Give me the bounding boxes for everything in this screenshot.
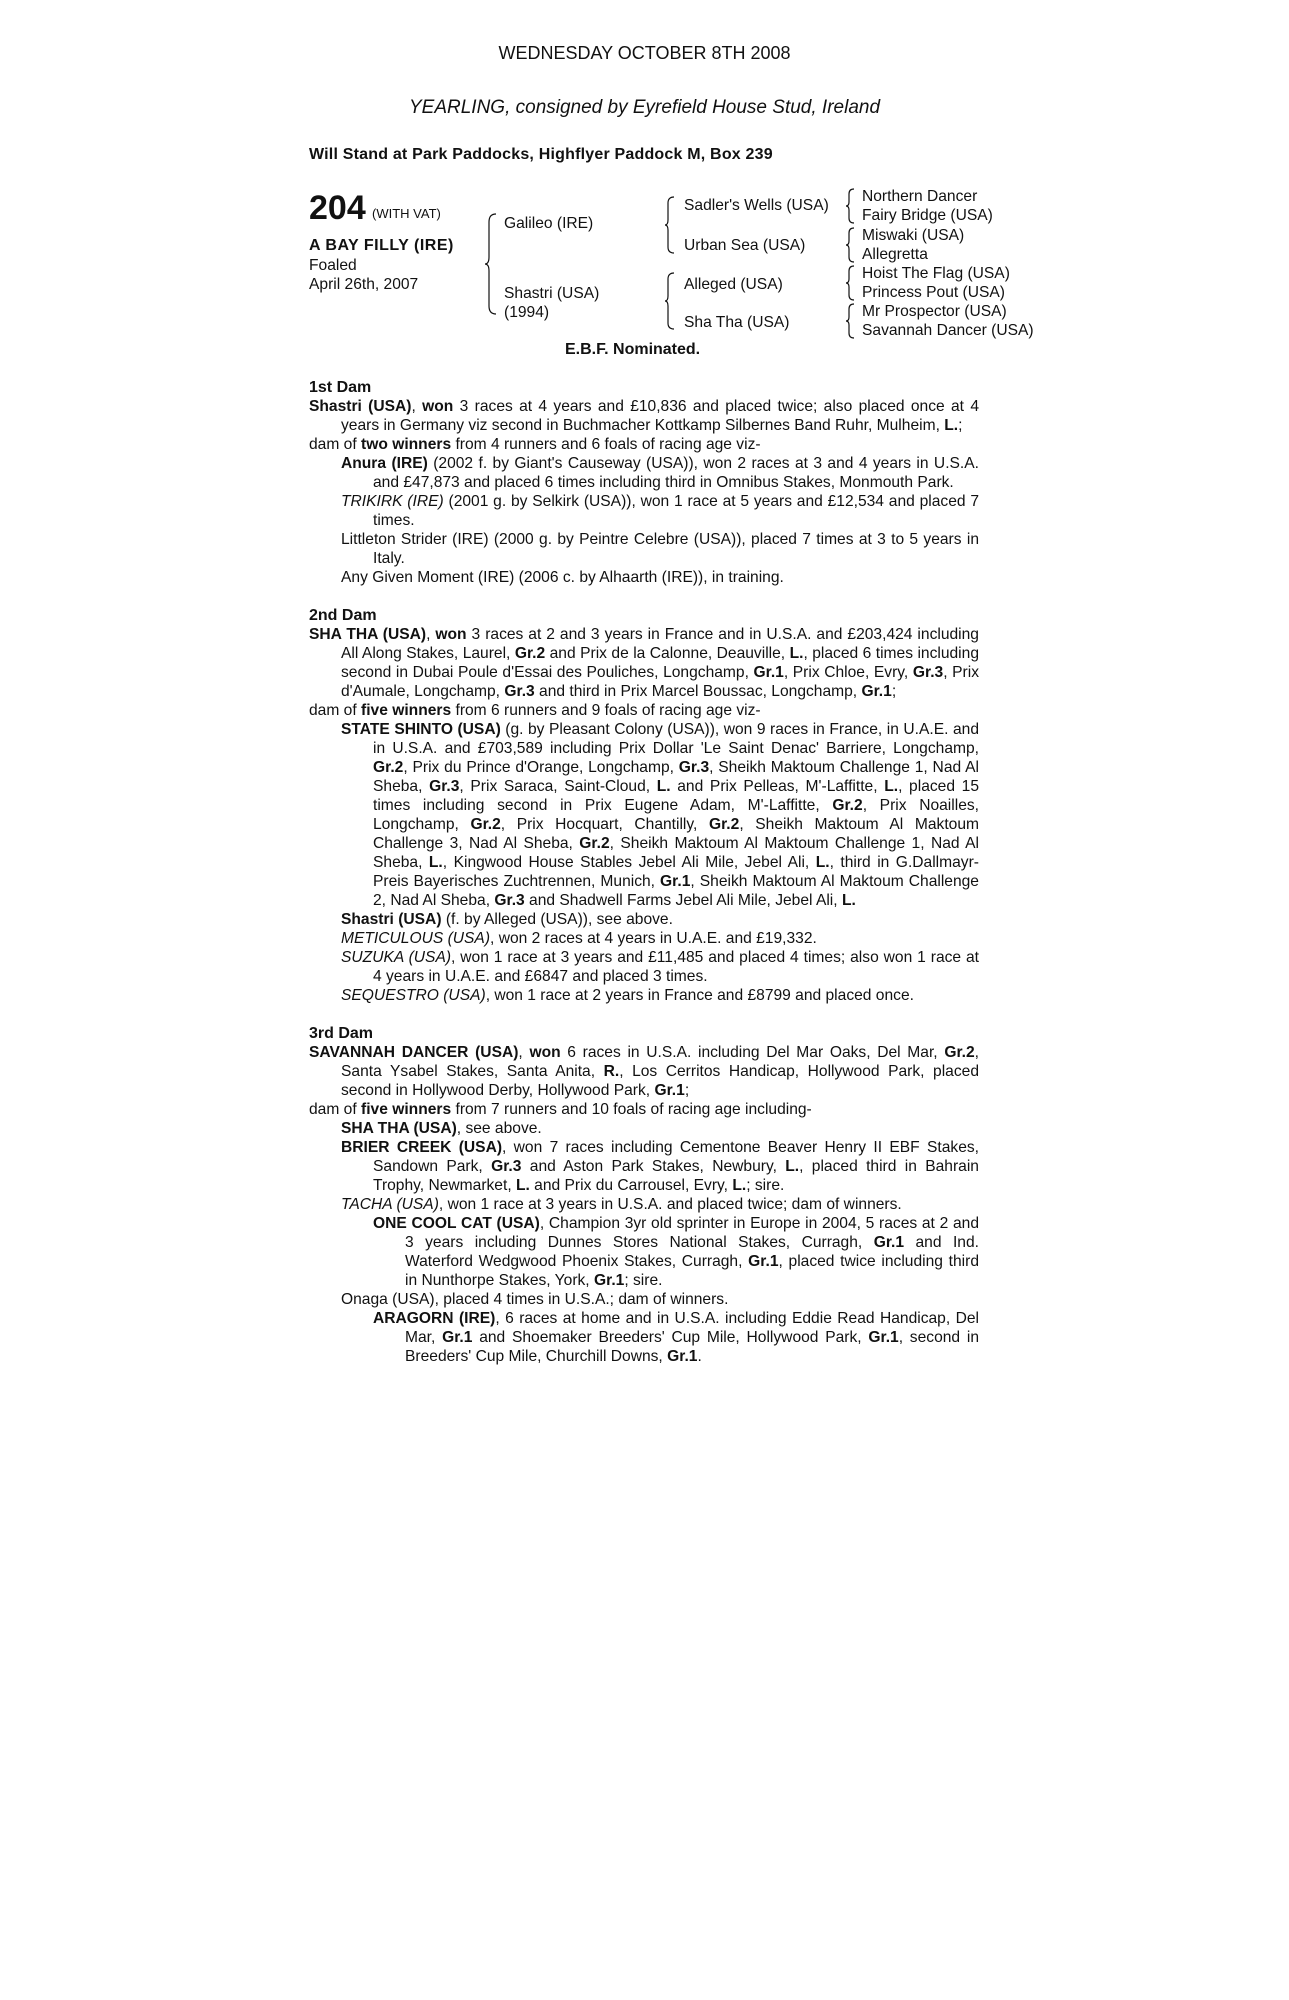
bold-run: L. (815, 854, 830, 871)
bold-run: SHA THA (USA) (341, 1120, 457, 1137)
bold-run: five winners (361, 1101, 452, 1118)
bold-run: Gr.2 (944, 1044, 975, 1061)
bold-run: L. (732, 1177, 747, 1194)
third-dam-heading: 3rd Dam (309, 1025, 374, 1042)
pedigree-g3-3: Miswaki (USA) (862, 227, 965, 244)
bold-run: ARAGORN (IRE) (373, 1310, 496, 1327)
italic-run: TRIKIRK (IRE) (341, 493, 444, 510)
bold-run: R. (603, 1063, 620, 1080)
vat-note: (WITH VAT) (372, 206, 441, 221)
bold-run: won (435, 626, 467, 643)
bold-run: Gr.3 (678, 759, 710, 776)
produce-entry: Anura (IRE) (2002 f. by Giant's Causeway (USA)), won 2 races at 3 and 4 years in U.S.A. and £47,873 and placed 6 times including third in Omnibus Stakes, Monmouth Park. (341, 455, 979, 491)
pedigree-dam: Shastri (USA) (504, 285, 600, 302)
produce-entry: Littleton Strider (IRE) (2000 g. by Peintre Celebre (USA)), placed 7 times at 3 to 5 years in Italy. (341, 531, 979, 567)
pedigree-dam-dam: Sha Tha (USA) (684, 314, 790, 331)
italic-run: SEQUESTRO (USA) (341, 987, 486, 1004)
bold-run: Gr.2 (373, 759, 404, 776)
bold-run: L. (656, 778, 671, 795)
bold-run: Gr.3 (491, 1158, 522, 1175)
produce-entry: METICULOUS (USA), won 2 races at 4 years in U.A.E. and £19,332. (341, 930, 817, 947)
pedigree-g3-4: Allegretta (862, 246, 928, 263)
produce-entry: TRIKIRK (IRE) (2001 g. by Selkirk (USA)), won 1 race at 5 years and £12,534 and placed 7 times. (341, 493, 980, 529)
pedigree-sire-dam: Urban Sea (USA) (684, 237, 806, 254)
bold-run: Anura (IRE) (341, 455, 428, 472)
bold-run: L. (841, 892, 856, 909)
bold-run: Gr.2 (708, 816, 740, 833)
bold-run: won (529, 1044, 561, 1061)
bold-run: Gr.1 (861, 683, 892, 700)
first-dam-produce-intro: dam of two winners from 4 runners and 6 foals of racing age viz- (309, 436, 761, 453)
bold-run: Gr.2 (832, 797, 863, 814)
sale-date: WEDNESDAY OCTOBER 8TH 2008 (498, 43, 791, 63)
first-dam-heading: 1st Dam (309, 379, 372, 396)
pedigree-sire: Galileo (IRE) (504, 215, 594, 232)
pedigree-sire-sire: Sadler's Wells (USA) (684, 197, 829, 214)
bold-run: Gr.1 (660, 873, 691, 890)
produce-entry: TACHA (USA), won 1 race at 3 years in U.S.A. and placed twice; dam of winners. (341, 1196, 902, 1213)
pedigree-g3-6: Princess Pout (USA) (862, 284, 1005, 301)
third-dam-produce-intro: dam of five winners from 7 runners and 10 foals of racing age including- (309, 1101, 812, 1118)
bold-run: STATE SHINTO (USA) (341, 721, 501, 738)
pedigree-brace-dam (664, 271, 676, 331)
pedigree-g3-7: Mr Prospector (USA) (862, 303, 1007, 320)
bold-run: SHA THA (USA) (309, 626, 427, 643)
bold-run: Gr.3 (494, 892, 525, 909)
foaled-date: April 26th, 2007 (309, 276, 419, 293)
consignor-line: YEARLING, consigned by Eyrefield House Stud, Ireland (408, 97, 881, 118)
italic-run: SUZUKA (USA) (341, 949, 452, 966)
bold-run: ONE COOL CAT (USA) (373, 1215, 540, 1232)
second-dam-summary: SHA THA (USA), won 3 races at 2 and 3 years in France and in U.S.A. and £203,424 including All Along Stakes, Laurel, Gr.2 and Prix de la Calonne, Deauville, L., placed 6 times including second in Dubai Poule d'Essai des Pouliches, Longchamp, Gr.1, Prix Chloe, Evry, Gr.3, Prix d'Aumale, Longchamp, Gr.3 and third in Prix Marcel Boussac, Longchamp, Gr.1; (309, 626, 979, 700)
produce-entry: SUZUKA (USA), won 1 race at 3 years and £11,485 and placed 4 times; also won 1 race at 4 years in U.A.E. and £6847 and placed 3 times. (341, 949, 980, 985)
bold-run: Gr.3 (429, 778, 460, 795)
bold-run: Gr.3 (912, 664, 944, 681)
bold-run: Gr.1 (667, 1348, 698, 1365)
pedigree-g3-2: Fairy Bridge (USA) (862, 207, 993, 224)
first-dam-summary: Shastri (USA), won 3 races at 4 years and £10,836 and placed twice; also placed once at 4 years in Germany viz second in Buchmacher Kottkamp Silbernes Band Ruhr, Mulheim, L.; (309, 398, 979, 434)
produce-entry: SEQUESTRO (USA), won 1 race at 2 years in France and £8799 and placed once. (341, 987, 914, 1004)
second-dam-produce-intro: dam of five winners from 6 runners and 9 foals of racing age viz- (309, 702, 761, 719)
bold-run: Gr.2 (514, 645, 546, 662)
pedigree-g3-1: Northern Dancer (862, 188, 978, 205)
horse-name: A BAY FILLY (IRE) (309, 237, 454, 254)
bold-run: Gr.3 (504, 683, 535, 700)
bold-run: Gr.1 (873, 1234, 905, 1251)
bold-run: won (422, 398, 454, 415)
italic-run: METICULOUS (USA) (341, 930, 491, 947)
pedigree-dam-sire: Alleged (USA) (684, 276, 783, 293)
bold-run: L. (785, 1158, 800, 1175)
produce-entry: SHA THA (USA), see above. (341, 1120, 542, 1137)
third-dam-summary: SAVANNAH DANCER (USA), won 6 races in U.S.A. including Del Mar Oaks, Del Mar, Gr.2, Santa Ysabel Stakes, Santa Anita, R., Los Cerritos Handicap, Hollywood Park, placed second in Hollywood Derby, Hollywood Park, Gr.1; (309, 1044, 979, 1099)
bold-run: Gr.1 (442, 1329, 473, 1346)
bold-run: SAVANNAH DANCER (USA) (309, 1044, 519, 1061)
bold-run: L. (428, 854, 443, 871)
pedigree-g3-5: Hoist The Flag (USA) (862, 265, 1010, 282)
pedigree-brace-gen1 (484, 212, 498, 316)
pedigree-brace-sire (664, 195, 676, 255)
bold-run: L. (884, 778, 899, 795)
bold-run: Shastri (USA) (341, 911, 442, 928)
bold-run: L. (515, 1177, 530, 1194)
bold-run: Gr.1 (748, 1253, 779, 1270)
italic-run: TACHA (USA) (341, 1196, 439, 1213)
bold-run: two winners (361, 436, 452, 453)
produce-entry: Any Given Moment (IRE) (2006 c. by Alhaarth (IRE)), in training. (341, 569, 784, 586)
bold-run: Gr.1 (753, 664, 784, 681)
bold-run: L. (789, 645, 804, 662)
ebf-nominated: E.B.F. Nominated. (565, 341, 701, 358)
produce-entry: BRIER CREEK (USA), won 7 races including Cementone Beaver Henry II EBF Stakes, Sandown Park, Gr.3 and Aston Park Stakes, Newbury, L., placed third in Bahrain Trophy, Newmarket, L. and Prix du Carrousel, Evry, L.; sire. (341, 1139, 979, 1194)
pedigree-brace-g3b (845, 227, 855, 263)
pedigree-g3-8: Savannah Dancer (USA) (862, 322, 1034, 339)
foaled-label: Foaled (309, 257, 357, 274)
second-dam-heading: 2nd Dam (309, 607, 377, 624)
produce-entry: ARAGORN (IRE), 6 races at home and in U.S.A. including Eddie Read Handicap, Del Mar, Gr.1 and Shoemaker Breeders' Cup Mile, Hollywood Park, Gr.1, second in Breeders' Cup Mile, Churchill Downs, Gr.1. (373, 1310, 979, 1365)
produce-entry: ONE COOL CAT (USA), Champion 3yr old sprinter in Europe in 2004, 5 races at 2 and 3 years including Dunnes Stores National Stakes, Curragh, Gr.1 and Ind. Waterford Wedgwood Phoenix Stakes, Curragh, Gr.1, placed twice including third in Nunthorpe Stakes, York, Gr.1; sire. (373, 1215, 980, 1289)
stand-location: Will Stand at Park Paddocks, Highflyer Paddock M, Box 239 (309, 146, 773, 163)
bold-run: Gr.2 (470, 816, 501, 833)
bold-run: Gr.1 (654, 1082, 685, 1099)
lot-number: 204 (309, 189, 366, 227)
bold-run: five winners (361, 702, 452, 719)
produce-entry: Onaga (USA), placed 4 times in U.S.A.; dam of winners. (341, 1291, 729, 1308)
bold-run: Shastri (USA) (309, 398, 412, 415)
pedigree-brace-g3c (845, 265, 855, 301)
produce-entry: STATE SHINTO (USA) (g. by Pleasant Colony (USA)), won 9 races in France, in U.A.E. and in U.S.A. and £703,589 including Prix Dollar 'Le Saint Denac' Barriere, Longchamp, Gr.2, Prix du Prince d'Orange, Longchamp, Gr.3, Sheikh Maktoum Challenge 1, Nad Al Sheba, Gr.3, Prix Saraca, Saint-Cloud, L. and Prix Pelleas, M'-Laffitte, L., placed 15 times including second in Prix Eugene Adam, M'-Laffitte, Gr.2, Prix Noailles, Longchamp, Gr.2, Prix Hocquart, Chantilly, Gr.2, Sheikh Maktoum Al Maktoum Challenge 3, Nad Al Sheba, Gr.2, Sheikh Maktoum Al Maktoum Challenge 1, Nad Al Sheba, L., Kingwood House Stables Jebel Ali Mile, Jebel Ali, L., third in G.Dallmayr-Preis Bayerisches Zuchtrennen, Munich, Gr.1, Sheikh Maktoum Al Maktoum Challenge 2, Nad Al Sheba, Gr.3 and Shadwell Farms Jebel Ali Mile, Jebel Ali, L. (341, 721, 979, 909)
bold-run: L. (944, 417, 959, 434)
pedigree-brace-g3d (845, 303, 855, 339)
pedigree-dam-year: (1994) (504, 304, 550, 321)
bold-run: Gr.2 (579, 835, 610, 852)
pedigree-brace-g3a (845, 188, 855, 224)
bold-run: BRIER CREEK (USA) (341, 1139, 503, 1156)
produce-entry: Shastri (USA) (f. by Alleged (USA)), see above. (341, 911, 673, 928)
bold-run: Gr.1 (593, 1272, 625, 1289)
catalogue-notes (309, 378, 979, 1366)
bold-run: Gr.1 (868, 1329, 899, 1346)
